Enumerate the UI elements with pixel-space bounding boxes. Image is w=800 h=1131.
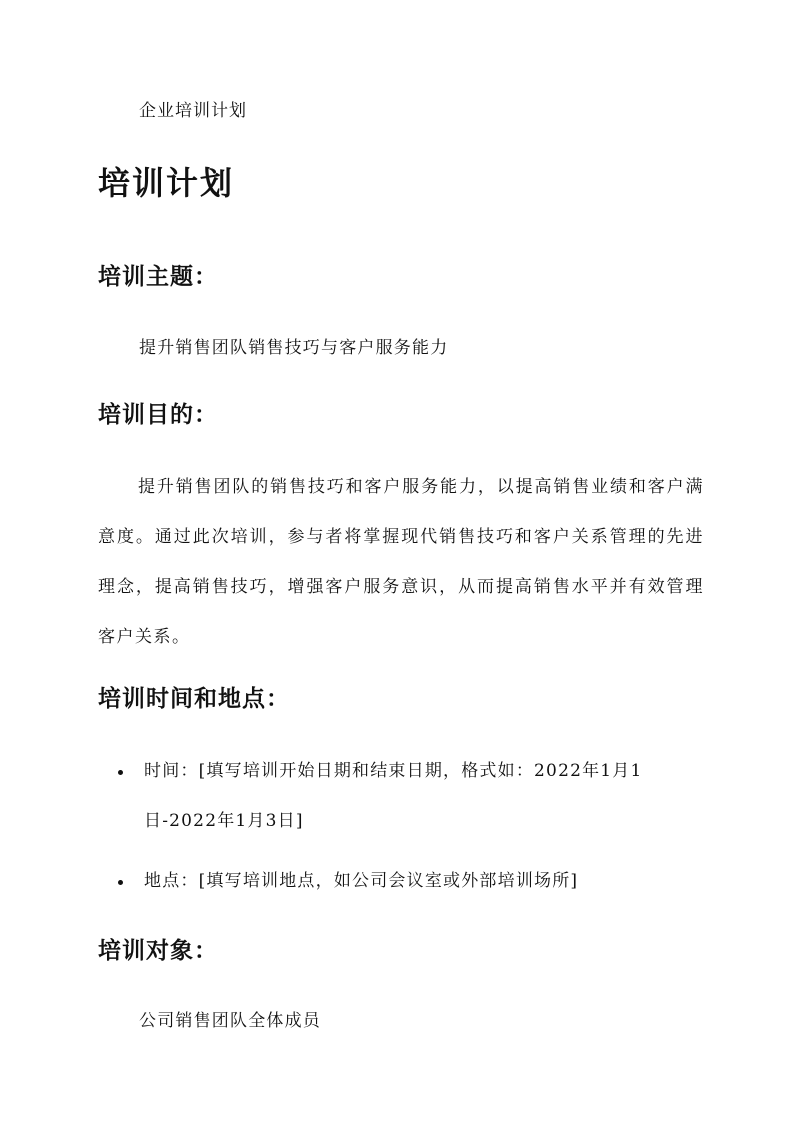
section-heading-purpose: 培训目的： <box>98 401 218 428</box>
page-title: 培训计划 <box>98 164 235 202</box>
bullet-icon <box>118 770 123 775</box>
section-text-topic: 提升销售团队销售技巧与客户服务能力 <box>139 338 449 358</box>
section-text-audience: 公司销售团队全体成员 <box>139 1011 321 1031</box>
section-heading-time-place: 培训时间和地点： <box>98 685 290 712</box>
bullet-icon <box>118 880 123 885</box>
header-label: 企业培训计划 <box>139 101 247 121</box>
list-item-text: 时间：[填写培训开始日期和结束日期，格式如：2022年1月1日-2022年1月3日] <box>144 761 643 831</box>
section-heading-topic: 培训主题： <box>98 263 218 290</box>
section-heading-audience: 培训对象： <box>98 937 218 964</box>
list-item-text: 地点：[填写培训地点，如公司会议室或外部培训场所] <box>144 871 579 891</box>
section-text-purpose: 提升销售团队的销售技巧和客户服务能力，以提高销售业绩和客户满意度。通过此次培训，参与者将掌握现代销售技巧和客户关系管理的先进理念，提高销售技巧，增强客户服务意识，从而提高销售水平并有效管理客户关系。 <box>98 477 704 647</box>
